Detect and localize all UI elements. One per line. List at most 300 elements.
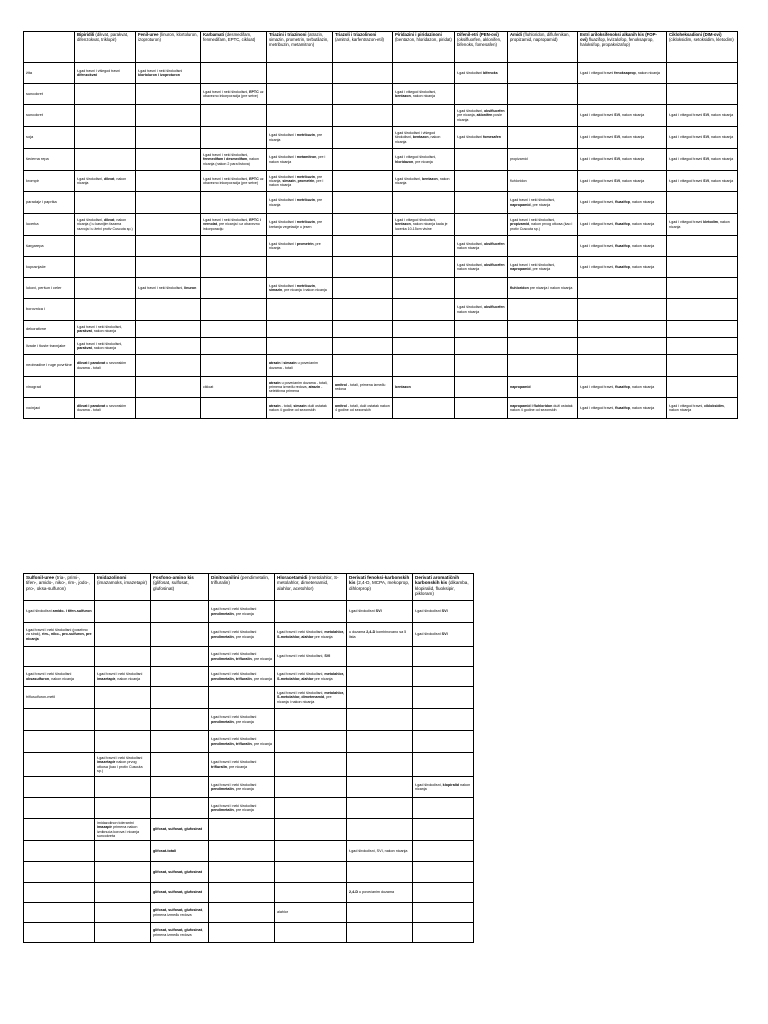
table1-cell [393, 321, 455, 338]
herbicide-name: klopiralid [442, 782, 460, 787]
column-title: Bipiridili [77, 32, 95, 37]
table1-column-header [267, 32, 333, 63]
cell-text: t-gad i višegod travni [669, 135, 704, 140]
table1-cell [667, 338, 738, 355]
table1-cell [508, 105, 578, 127]
table1-cell [136, 321, 201, 338]
column-subtitle: (pendimetalin, trifluralin) [211, 575, 270, 586]
table1-cell [267, 257, 333, 278]
cell-text: t-gad travni i višegod travni [77, 68, 120, 73]
cell-text: t-gad i višegod travni [580, 157, 615, 162]
herbicide-name: oksifluorfen [483, 305, 505, 310]
table1-cell [201, 355, 267, 377]
table1-cell [201, 149, 267, 171]
table1-cell [578, 338, 667, 355]
herbicide-name: SVI [441, 609, 448, 614]
table1-row [24, 105, 738, 127]
table2-cell [209, 667, 275, 687]
table1-row [24, 299, 738, 321]
cell-text: t-gad širokolisni i [269, 241, 297, 246]
cell-text: primena nakon izniknuća korova i nicanja suncokreta [97, 825, 140, 838]
cell-text: - totali, [280, 403, 294, 408]
cell-text: nakon prvog otkosa (kao i protiv Cuscuta sp.) [97, 760, 143, 773]
cell-text: fluhloridon [510, 178, 527, 183]
cell-text: , pre nicanja [269, 198, 323, 207]
table1-column-header [24, 32, 75, 63]
table1-cell [267, 398, 333, 419]
column-title: Fenil-uree [138, 32, 159, 37]
table2-cell [24, 903, 95, 923]
cell-text: t-gad travni i neki širokolisni, [203, 89, 250, 94]
cell-text: t-gad i višegod travni [669, 157, 704, 162]
cell-text: t-gad travni i neki širokolisni, [277, 630, 325, 635]
table1-cell [136, 214, 201, 236]
table2-cell [275, 841, 347, 862]
table1-cell [75, 63, 136, 84]
cell-text: i [280, 361, 284, 366]
herbicide-name: SVI [614, 157, 620, 162]
table2-cell [24, 647, 95, 667]
table1-cell [267, 377, 333, 398]
table2-cell [275, 753, 347, 777]
cell-text: , nakon nicanja [708, 113, 734, 118]
table1-cell [201, 257, 267, 278]
table1-cell [267, 278, 333, 299]
table1-cell [578, 127, 667, 149]
table1-cell [75, 377, 136, 398]
table2-cell [151, 647, 209, 667]
table2-cell [347, 819, 413, 841]
table2-cell [151, 731, 209, 753]
table2-cell [95, 923, 151, 943]
cell-text: , nakon nicanja [410, 94, 435, 98]
cell-text: u povećanim dozama - totali, primena između redova, [269, 380, 328, 389]
cell-text: t-gad travni i neki širokolisni, [277, 690, 325, 695]
herbicide-name: simazin [283, 361, 297, 366]
cell-text: u sezonskim dozama - totali [77, 403, 127, 412]
table1-cell [136, 192, 201, 214]
herbicide-name: simazin [293, 403, 307, 408]
table2-cell [347, 709, 413, 731]
table1-cell [267, 192, 333, 214]
herbicide-name: pendimetalin, trifluralin [211, 741, 252, 746]
herbicide-name: dikvat [103, 218, 115, 223]
table2-cell [413, 709, 474, 731]
herbicide-name: glifosat, sulfosat, glufosinat [153, 908, 202, 913]
table1-cell [455, 127, 508, 149]
table2-cell [95, 841, 151, 862]
table1-cell [667, 192, 738, 214]
table1-cell [455, 299, 508, 321]
table1-cell [455, 338, 508, 355]
herbicide-name: prometrin [297, 178, 315, 183]
herbicide-name: bentazon [421, 176, 438, 181]
table2-cell [24, 841, 95, 862]
cell-text: , primena između redova [153, 928, 203, 937]
cell-text: t-gad travni i neki širokolisni, [510, 218, 556, 223]
herbicide-name: metribuzin [296, 220, 315, 225]
herbicide-name: EPTC i vernolat [203, 218, 261, 227]
table1-cell [201, 214, 267, 236]
column-subtitle: (fluhloridon, diflufenikan, propizamid, napropamid) [510, 32, 570, 42]
crop-name-cell: kupusnjače [24, 257, 75, 278]
cell-text: t-gad i višegod travni [669, 113, 704, 118]
table1-cell [333, 84, 393, 105]
table1-cell [75, 355, 136, 377]
table2-cell [151, 687, 209, 709]
table1-cell [667, 149, 738, 171]
crop-name-cell: voćnjaci [24, 398, 75, 419]
table2-cell [95, 753, 151, 777]
cell-text: , nakon nicanja (nakon 2 para listova) [203, 157, 259, 166]
table2-cell [413, 883, 474, 903]
table2-cell [24, 731, 95, 753]
cell-text: duži ostatak nakon 4 godine od sezonskih [269, 403, 327, 412]
table1-row [24, 214, 738, 236]
table2-row [24, 601, 474, 623]
cell-text: , nakon nicanja [395, 176, 450, 185]
herbicide-name: parakvat [77, 329, 92, 333]
cell-text: , nakon nicanja [77, 176, 127, 185]
cell-text: t-gad i višegod travni, [580, 405, 616, 410]
table2-header-row [24, 574, 474, 601]
table2-cell [347, 667, 413, 687]
table1-cell [136, 377, 201, 398]
cell-text: , nakon nicanja [669, 220, 730, 229]
cell-text: t-gad travni i neki širokolisni [211, 652, 257, 657]
cell-text: t-gad travni i neki širokolisni, [77, 324, 123, 329]
table2-cell [151, 601, 209, 623]
table2-cell [347, 687, 413, 709]
table2-cell [24, 923, 95, 943]
cell-text: , primena između redova [153, 908, 203, 917]
cell-text: uz obavezno inkorporacija (pre setve) [203, 89, 264, 98]
herbicide-name: SVI [614, 113, 620, 118]
cell-text: t-gad i višegod travni [669, 220, 704, 225]
table2-cell [151, 923, 209, 943]
table1-cell [393, 355, 455, 377]
table1-cell [667, 355, 738, 377]
table1-cell [455, 105, 508, 127]
cell-text: , nakon nicanja kada je lucerka 10-15cm visine [395, 222, 448, 231]
table1-column-header [136, 32, 201, 63]
table1-cell [508, 338, 578, 355]
herbicide-name: SVI [375, 609, 382, 614]
table2-row [24, 753, 474, 777]
table1-cell [508, 278, 578, 299]
cell-text: , [314, 283, 316, 288]
cell-text: t-gad i višegod travni, [580, 222, 616, 227]
cell-text: t-gad i višegod travni [580, 178, 615, 183]
herbicide-name: EPTC [249, 176, 259, 181]
table1-cell [578, 321, 667, 338]
herbicide-name: bentazon [395, 222, 411, 227]
table2-cell [95, 903, 151, 923]
cell-text: , pre nicanja [233, 787, 254, 791]
table2-row [24, 687, 474, 709]
table1-cell [455, 355, 508, 377]
table1-cell [508, 377, 578, 398]
table2-cell [151, 753, 209, 777]
table2-column-header [413, 574, 474, 601]
crop-name-cell: vinograd [24, 377, 75, 398]
table2-cell [413, 777, 474, 798]
table1-cell [578, 299, 667, 321]
table2-column-header [209, 574, 275, 601]
table1-cell [201, 127, 267, 149]
herbicide-crop-table-2 [23, 573, 474, 943]
table1-cell [455, 278, 508, 299]
herbicide-name: simazin [282, 178, 296, 183]
table1-cell [455, 377, 508, 398]
table1-cell [578, 192, 667, 214]
crop-name-cell: livade i tluste travnjake [24, 338, 75, 355]
cell-text: nakon nicanja [457, 246, 480, 250]
table1-cell [75, 398, 136, 419]
crop-name-cell: paradajz i paprika [24, 192, 75, 214]
cell-text: t-gad travni i neki širokolisni [211, 607, 257, 612]
herbicide-name: glifosat, sulfosat, glufosinat [153, 890, 202, 895]
herbicide-name: prometrin [296, 241, 314, 246]
table2-cell [275, 731, 347, 753]
table1-cell [267, 127, 333, 149]
table2-cell [275, 777, 347, 798]
table2-cell [24, 819, 95, 841]
cell-text: , nakon nicanja [635, 70, 660, 75]
cell-text: t-gad i višegod širokolisni, [395, 89, 437, 94]
cell-text: t-gad travni i neki širokolisni, [203, 218, 250, 223]
herbicide-name: klortoluron i izoproturon [138, 73, 180, 77]
table2-cell [151, 623, 209, 647]
herbicide-name: metolahlor, S-metolahlor, alahlor [277, 672, 345, 681]
table1-cell [393, 338, 455, 355]
table2-column-header [24, 574, 95, 601]
table1-cell [75, 192, 136, 214]
herbicide-name: metolahlor, S-metolahlor, alahlor [277, 630, 345, 639]
table2-cell [347, 623, 413, 647]
table1-cell [393, 214, 455, 236]
table2-cell [413, 862, 474, 883]
herbicide-name: fluazifop [615, 243, 630, 248]
cell-text: propizamid [510, 157, 528, 162]
cell-text: , pre nicanja i nakon nicanja [282, 288, 327, 292]
crop-name-cell: šećerna repa [24, 149, 75, 171]
cell-text: t-gad travni i neki širokolisni [211, 760, 257, 765]
cell-text: , nakon nicanja [629, 243, 655, 248]
column-title: Hloracetamidi [277, 575, 308, 580]
cell-text: t-gad širokolisni, SVI, nakon nicanja [349, 848, 408, 853]
cell-text: , pre nicanja [251, 676, 272, 681]
herbicide-name: 2,4-D [349, 890, 359, 895]
herbicide-name: propizamid [510, 222, 530, 227]
table1-cell [267, 149, 333, 171]
table2-cell [413, 623, 474, 647]
table1-column-header [578, 32, 667, 63]
cell-text: , pre nicanja [251, 656, 272, 661]
table2-cell [209, 903, 275, 923]
cell-text: , pre nicanja i uz obavezno inkorporaciju [203, 222, 260, 231]
cell-text: t-gad širokolisni, [457, 262, 484, 267]
table1-cell [508, 398, 578, 419]
table2-cell [95, 731, 151, 753]
cell-text: u dozama [349, 630, 367, 635]
table1-cell [578, 377, 667, 398]
cell-text: pre nicanja [313, 676, 333, 681]
table1-cell [578, 171, 667, 192]
table1-cell [508, 63, 578, 84]
table1-cell [667, 377, 738, 398]
cell-text: t-gad širokolisni, [457, 241, 484, 246]
cell-text: , nakon nicanja [629, 222, 655, 227]
table1-cell [333, 127, 393, 149]
table1-cell [455, 257, 508, 278]
table2-cell [151, 798, 209, 819]
column-title: Fosfono-amino kis [153, 575, 194, 580]
table2-row [24, 623, 474, 647]
cell-text: - selektivna primena [269, 384, 323, 394]
table2-cell [413, 687, 474, 709]
table2-cell [95, 709, 151, 731]
table1-row [24, 257, 738, 278]
column-subtitle: (oksifluorfen, aklonifen, bifenoks, fomesafen) [457, 36, 502, 47]
table1-cell [75, 127, 136, 149]
herbicide-name: bifenoks [482, 70, 498, 75]
table1-cell [201, 398, 267, 419]
table1-cell [578, 398, 667, 419]
table1-cell [267, 105, 333, 127]
herbicide-name: napropamid i fluhloridon [510, 403, 553, 408]
cell-text: triflusulfuron-metil [26, 695, 56, 700]
table1-cell [508, 299, 578, 321]
herbicide-name: metribuzin [296, 198, 315, 203]
herbicide-name: napropamid [510, 202, 531, 207]
column-subtitle: (atrazin, simazin, prometrin, terbutilazin, metribuzin, metamitron) [269, 32, 329, 47]
cell-text: , nakon nicanja [115, 676, 141, 681]
table1-cell [201, 338, 267, 355]
cell-text: t-gad travni i neki širokolisni [26, 672, 72, 677]
cell-text: posle nicanja [457, 113, 502, 122]
cell-text: , pre nicanja [233, 611, 254, 616]
cell-text: t-gad širokolisni, [77, 218, 104, 223]
herbicide-name: atrazin [269, 380, 281, 385]
cell-text: t-gad širokolisni, [457, 305, 484, 310]
cell-text: pre nicanja [313, 634, 333, 639]
crop-name-cell: suncokret [24, 105, 75, 127]
herbicide-name: glifosat, sulfosat, glufosinat [153, 928, 202, 933]
table1-cell [75, 236, 136, 257]
herbicide-name: bentazon [395, 384, 411, 389]
table2-cell [275, 647, 347, 667]
table1-cell [578, 105, 667, 127]
cell-text: , pre nicanja [226, 764, 248, 769]
table1-cell [333, 236, 393, 257]
cell-text: t-gad i višegod travni [580, 113, 615, 118]
table2-cell [24, 862, 95, 883]
table1-cell [578, 84, 667, 105]
table1-cell [75, 171, 136, 192]
table2-cell [275, 623, 347, 647]
herbicide-name: fluazifop [615, 264, 630, 269]
table2-cell [95, 819, 151, 841]
table1-cell [667, 236, 738, 257]
column-title: Triazoli i triazolinoni [335, 32, 377, 37]
table2-cell [347, 777, 413, 798]
herbicide-name: linuron [184, 285, 197, 290]
cell-text: t-gad i višegod travni, [580, 264, 616, 269]
herbicide-name: EPTC [249, 89, 259, 94]
table1-cell [455, 63, 508, 84]
herbicide-name: imazetapir [97, 760, 116, 765]
table1-cell [578, 236, 667, 257]
cell-text: t-gad širokolisni i [269, 174, 297, 179]
herbicide-name: fomesafen [482, 135, 501, 140]
cell-text: pre nicanja, [457, 113, 477, 118]
table1-row [24, 149, 738, 171]
table1-cell [333, 355, 393, 377]
table1-cell [578, 214, 667, 236]
cell-text: , nakon nicanja [629, 264, 655, 269]
herbicide-name: difenzokvat [77, 73, 97, 77]
herbicide-name: bentazon [412, 135, 429, 140]
herbicide-name: oksifluorfen [483, 109, 505, 114]
cell-text: - totali, duži ostatak nakon 4 godine od sezonskih [335, 403, 390, 412]
cell-text: u povećanim dozama - totali [269, 361, 318, 370]
herbicide-name: metribuzin [296, 133, 315, 138]
table1-cell [455, 192, 508, 214]
table1-cell [667, 214, 738, 236]
cell-text: , [295, 178, 298, 183]
table2-row [24, 777, 474, 798]
table2-cell [275, 883, 347, 903]
table1-row [24, 398, 738, 419]
table1-cell [667, 171, 738, 192]
cell-text: t-gad travni i neki širokolisni, [77, 341, 123, 346]
table1-cell [136, 398, 201, 419]
table1-cell [508, 84, 578, 105]
table1-cell [333, 214, 393, 236]
table1-cell [393, 236, 455, 257]
table1-cell [393, 84, 455, 105]
cell-text: t-gad travni i neki širokolisni, [277, 654, 325, 659]
table1-cell [267, 84, 333, 105]
cell-text: , pre nicanja [269, 133, 323, 142]
table1-cell [667, 278, 738, 299]
column-subtitle: (2,4-D, MCPA, mekoprop, dihlorprop) [349, 580, 410, 591]
cell-text: t-gad širokolisni i [269, 220, 297, 225]
table2-cell [413, 753, 474, 777]
table2-cell [209, 753, 275, 777]
table2-row [24, 798, 474, 819]
table1-cell [393, 63, 455, 84]
column-title: Cikloheksadioni (DIM-ovi) [669, 32, 722, 37]
table1-cell [136, 171, 201, 192]
herbicide-name: pendimetalin, trifluralin [211, 656, 252, 661]
cell-text: t-gad travni i neki širokolisni (posebno za sirak), [26, 627, 88, 637]
column-subtitle: (bentazon, hloridazon, piridat) [395, 36, 452, 42]
table1-cell [667, 84, 738, 105]
table1-cell [578, 355, 667, 377]
table1-cell [393, 149, 455, 171]
table1-column-header [667, 32, 738, 63]
table1-cell [455, 171, 508, 192]
cell-text: t-gad travni i neki širokolisni [211, 672, 257, 677]
cell-text: , pre i nakon nicanja [269, 178, 324, 188]
cell-text: , nakon nicanja [619, 157, 645, 162]
table2-cell [209, 841, 275, 862]
column-title: Dinitroanilini [211, 575, 240, 580]
table2-cell [209, 883, 275, 903]
cell-text: t-gad širokolisni i [269, 198, 297, 203]
